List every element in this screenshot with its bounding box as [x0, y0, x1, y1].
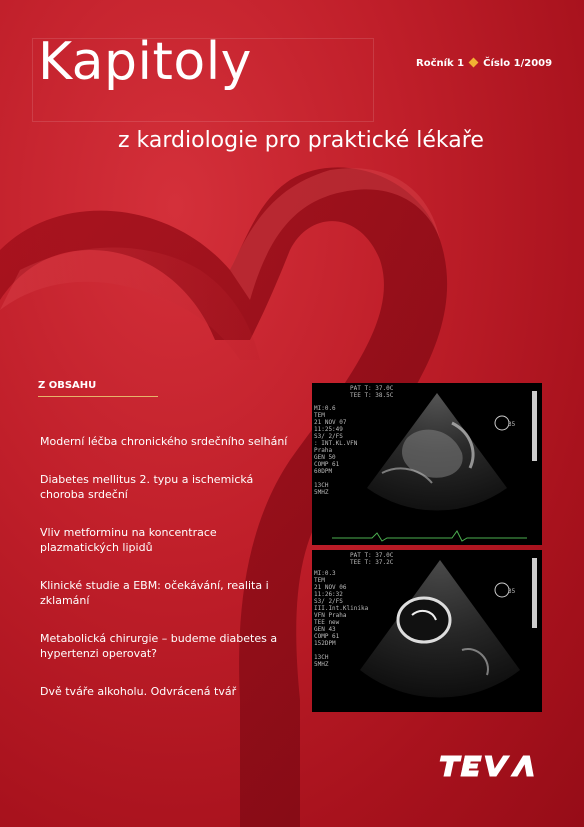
toc-item[interactable]: Klinické studie a EBM: očekávání, realita i zklamání — [40, 579, 269, 607]
table-of-contents — [40, 434, 290, 722]
scan-side-label: MI:0.3 TEM 21 NOV 06 11:26:32 S3/ 2/FS III.Int.Klinika VFN Praha TEE new GEN 43 COMP 61 152DPM 13CH 5MHZ — [314, 570, 369, 668]
echocardiogram-image-2 — [312, 550, 542, 712]
issue-info — [416, 58, 552, 69]
issue-label: Číslo 1/2009 — [483, 58, 553, 69]
scan-top-label: PAT T: 37.0C TEE T: 37.2C — [350, 552, 394, 566]
contents-heading: Z OBSAHU — [38, 380, 97, 391]
toc-item[interactable]: Vliv metforminu na koncentrace plazmatických lipidů — [40, 526, 217, 554]
journal-title: Kapitoly — [38, 32, 252, 92]
toc-item[interactable]: Diabetes mellitus 2. typu a ischemická choroba srdeční — [40, 473, 254, 501]
scan-angle: 35 — [508, 421, 516, 428]
toc-item[interactable]: Moderní léčba chronického srdečního selhání — [40, 435, 288, 448]
toc-item[interactable]: Metabolická chirurgie – budeme diabetes a hypertenzi operovat? — [40, 632, 278, 660]
diamond-separator-icon — [469, 58, 479, 68]
scan-side-label: MI:0.6 TEM 21 NOV 07 11:25:49 S3/ 2/FS : INT.KL.VFN Praha GEN 50 COMP 61 60DPM 13CH 5MHZ — [314, 405, 358, 496]
echocardiogram-image-1 — [312, 383, 542, 545]
teva-logo — [436, 753, 540, 779]
scan-angle: 35 — [508, 588, 516, 595]
toc-item[interactable]: Dvě tváře alkoholu. Odvrácená tvář — [40, 685, 237, 698]
journal-subtitle: z kardiologie pro praktické lékaře — [118, 128, 484, 153]
contents-divider — [38, 396, 158, 397]
volume-label: Ročník 1 — [416, 58, 465, 69]
scan-top-label: PAT T: 37.0C TEE T: 38.5C — [350, 385, 394, 399]
